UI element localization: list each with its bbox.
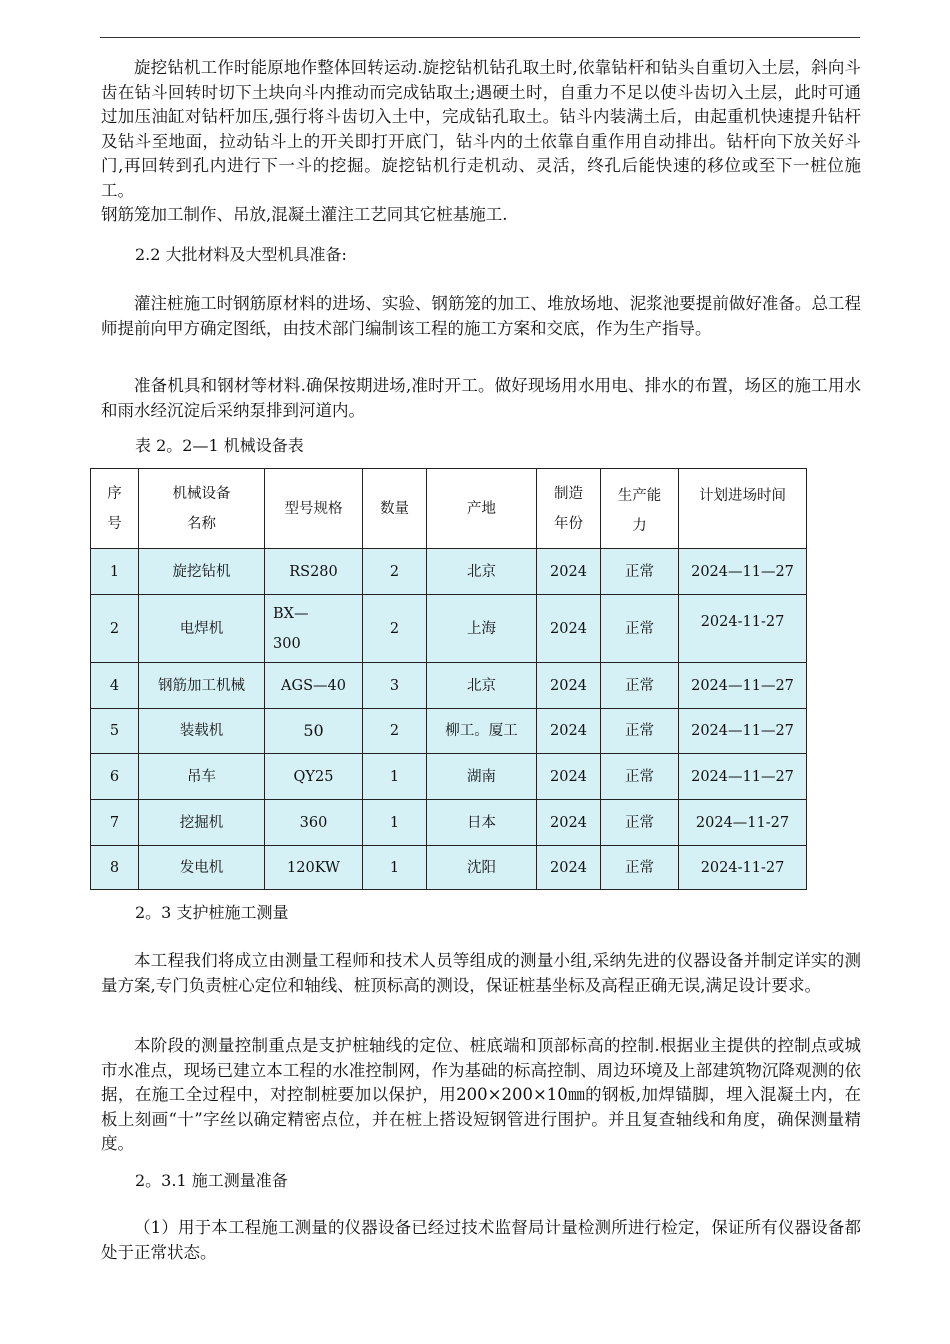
cell-name: 电焊机	[139, 595, 265, 663]
cell-no: 1	[91, 549, 139, 595]
body-paragraph: （1）用于本工程施工测量的仪器设备已经过技术监督局计量检测所进行检定，保证所有仪器设备都处于正常状态。	[101, 1218, 861, 1262]
cell-capacity: 正常	[601, 663, 679, 709]
cell-year: 2024	[537, 595, 601, 663]
body-paragraph: 灌注桩施工时钢筋原材料的进场、实验、钢筋笼的加工、堆放场地、泥浆池要提前做好准备。总工程师提前向甲方确定图纸，由技术部门编制该工程的施工方案和交底，作为生产指导。	[101, 294, 861, 338]
cell-model: 120KW	[265, 846, 363, 890]
cell-capacity: 正常	[601, 754, 679, 800]
cell-origin: 日本	[427, 800, 537, 846]
cell-year: 2024	[537, 754, 601, 800]
cell-capacity: 正常	[601, 549, 679, 595]
header-name: 机械设备 名称	[139, 469, 265, 549]
cell-model: AGS—40	[265, 663, 363, 709]
table-row	[91, 800, 807, 846]
cell-qty: 1	[363, 846, 427, 890]
cell-year: 2024	[537, 709, 601, 754]
section-heading: 2。3.1 施工测量准备	[135, 1171, 288, 1190]
cell-no: 4	[91, 663, 139, 709]
cell-no: 7	[91, 800, 139, 846]
cell-name: 装载机	[139, 709, 265, 754]
header-rule	[100, 37, 860, 38]
section-2-3-1-body	[101, 1216, 861, 1265]
section-heading: 2.2 大批材料及大型机具准备:	[135, 245, 347, 264]
table-row	[91, 549, 807, 595]
section-heading: 2。3 支护桩施工测量	[135, 903, 289, 922]
intro-paragraph: 旋挖钻机工作时能原地作整体回转运动.旋挖钻机钻孔取土时,依靠钻杆和钻头自重切入土层，斜向斗齿在钻斗回转时切下土块向斗内推动而完成钻取土;遇硬土时，自重力不足以使斗齿切入土层，此时可通过加压油缸对钻杆加压,强行将斗齿切入土中，完成钻孔取土。钻斗内装满土后，由起重机快速提升钻杆及钻斗至地面，拉动钻斗上的开关即打开底门，钻斗内的土依靠自重作用自动排出。钻杆向下放关好斗门,再回转到孔内进行下一斗的挖掘。旋挖钻机行走机动、灵活，终孔后能快速的移位或至下一桩位施工。	[101, 58, 861, 200]
cell-name: 钢筋加工机械	[139, 663, 265, 709]
table-row	[91, 709, 807, 754]
header-year: 制造 年份	[537, 469, 601, 549]
cell-qty: 3	[363, 663, 427, 709]
cell-origin: 北京	[427, 549, 537, 595]
cell-origin: 沈阳	[427, 846, 537, 890]
table-caption-block	[101, 435, 861, 457]
cell-no: 5	[91, 709, 139, 754]
cell-name: 挖掘机	[139, 800, 265, 846]
cell-no: 2	[91, 595, 139, 663]
section-2-3-1-heading-block	[101, 1170, 861, 1192]
table-row	[91, 846, 807, 890]
cell-year: 2024	[537, 800, 601, 846]
cell-origin: 湖南	[427, 754, 537, 800]
header-plan: 计划进场时间	[679, 469, 807, 549]
cell-model: QY25	[265, 754, 363, 800]
cell-origin: 上海	[427, 595, 537, 663]
cell-plan: 2024—11—27	[679, 754, 807, 800]
header-qty: 数量	[363, 469, 427, 549]
header-origin: 产地	[427, 469, 537, 549]
body-paragraph: 本阶段的测量控制重点是支护桩轴线的定位、桩底端和顶部标高的控制.根据业主提供的控制点或城市水准点，现场已建立本工程的水准控制网，作为基础的标高控制、周边环境及上部建筑物沉降观测的依据，在施工全过程中，对控制桩要加以保护，用200×200×10㎜的钢板,加焊锚脚，埋入混凝土内，在板上刻画“十”字丝以确定精密点位，并在桩上搭设短钢管进行围护。并且复查轴线和角度，确保测量精度。	[101, 1036, 861, 1153]
cell-no: 6	[91, 754, 139, 800]
header-model: 型号规格	[265, 469, 363, 549]
body-paragraph: 本工程我们将成立由测量工程师和技术人员等组成的测量小组,采纳先进的仪器设备并制定详实的测量方案,专门负责桩心定位和轴线、桩顶标高的测设，保证桩基坐标及高程正确无误,满足设计要求。	[101, 951, 861, 995]
cell-plan: 2024—11—27	[679, 549, 807, 595]
header-no: 序 号	[91, 469, 139, 549]
section-2-3-body	[101, 1034, 861, 1157]
cell-plan: 2024-11-27	[679, 595, 807, 663]
section-2-3-heading-block	[101, 902, 861, 924]
header-capacity: 生产能 力	[601, 469, 679, 549]
cell-capacity: 正常	[601, 800, 679, 846]
equipment-table	[90, 468, 807, 890]
cell-no: 8	[91, 846, 139, 890]
body-paragraph: 准备机具和钢材等材料.确保按期进场,准时开工。做好现场用水用电、排水的布置，场区的施工用水和雨水经沉淀后采纳泵排到河道内。	[101, 376, 861, 420]
cell-qty: 2	[363, 549, 427, 595]
table-header-row	[91, 469, 807, 549]
cell-capacity: 正常	[601, 846, 679, 890]
cell-year: 2024	[537, 663, 601, 709]
cell-model: RS280	[265, 549, 363, 595]
cell-qty: 1	[363, 754, 427, 800]
cell-capacity: 正常	[601, 595, 679, 663]
table-row	[91, 595, 807, 663]
table-row	[91, 663, 807, 709]
cell-origin: 北京	[427, 663, 537, 709]
cell-name: 吊车	[139, 754, 265, 800]
cell-name: 发电机	[139, 846, 265, 890]
cell-year: 2024	[537, 846, 601, 890]
cell-model: 360	[265, 800, 363, 846]
intro-section	[101, 56, 861, 228]
cell-year: 2024	[537, 549, 601, 595]
cell-model: BX— 300	[265, 595, 363, 663]
section-2-2-heading-block	[101, 244, 861, 266]
cell-qty: 2	[363, 595, 427, 663]
cell-plan: 2024-11-27	[679, 846, 807, 890]
section-2-2-body	[101, 292, 861, 341]
cell-plan: 2024—11-27	[679, 800, 807, 846]
section-2-3-body	[101, 949, 861, 998]
table-caption: 表 2。2—1 机械设备表	[135, 436, 304, 455]
cell-model: 50	[265, 709, 363, 754]
cell-capacity: 正常	[601, 709, 679, 754]
cell-plan: 2024—11—27	[679, 663, 807, 709]
intro-paragraph: 钢筋笼加工制作、吊放,混凝土灌注工艺同其它桩基施工.	[101, 205, 508, 224]
table-row	[91, 754, 807, 800]
cell-origin: 柳工。厦工	[427, 709, 537, 754]
cell-qty: 1	[363, 800, 427, 846]
section-2-2-body	[101, 374, 861, 423]
cell-name: 旋挖钻机	[139, 549, 265, 595]
cell-qty: 2	[363, 709, 427, 754]
cell-plan: 2024—11—27	[679, 709, 807, 754]
